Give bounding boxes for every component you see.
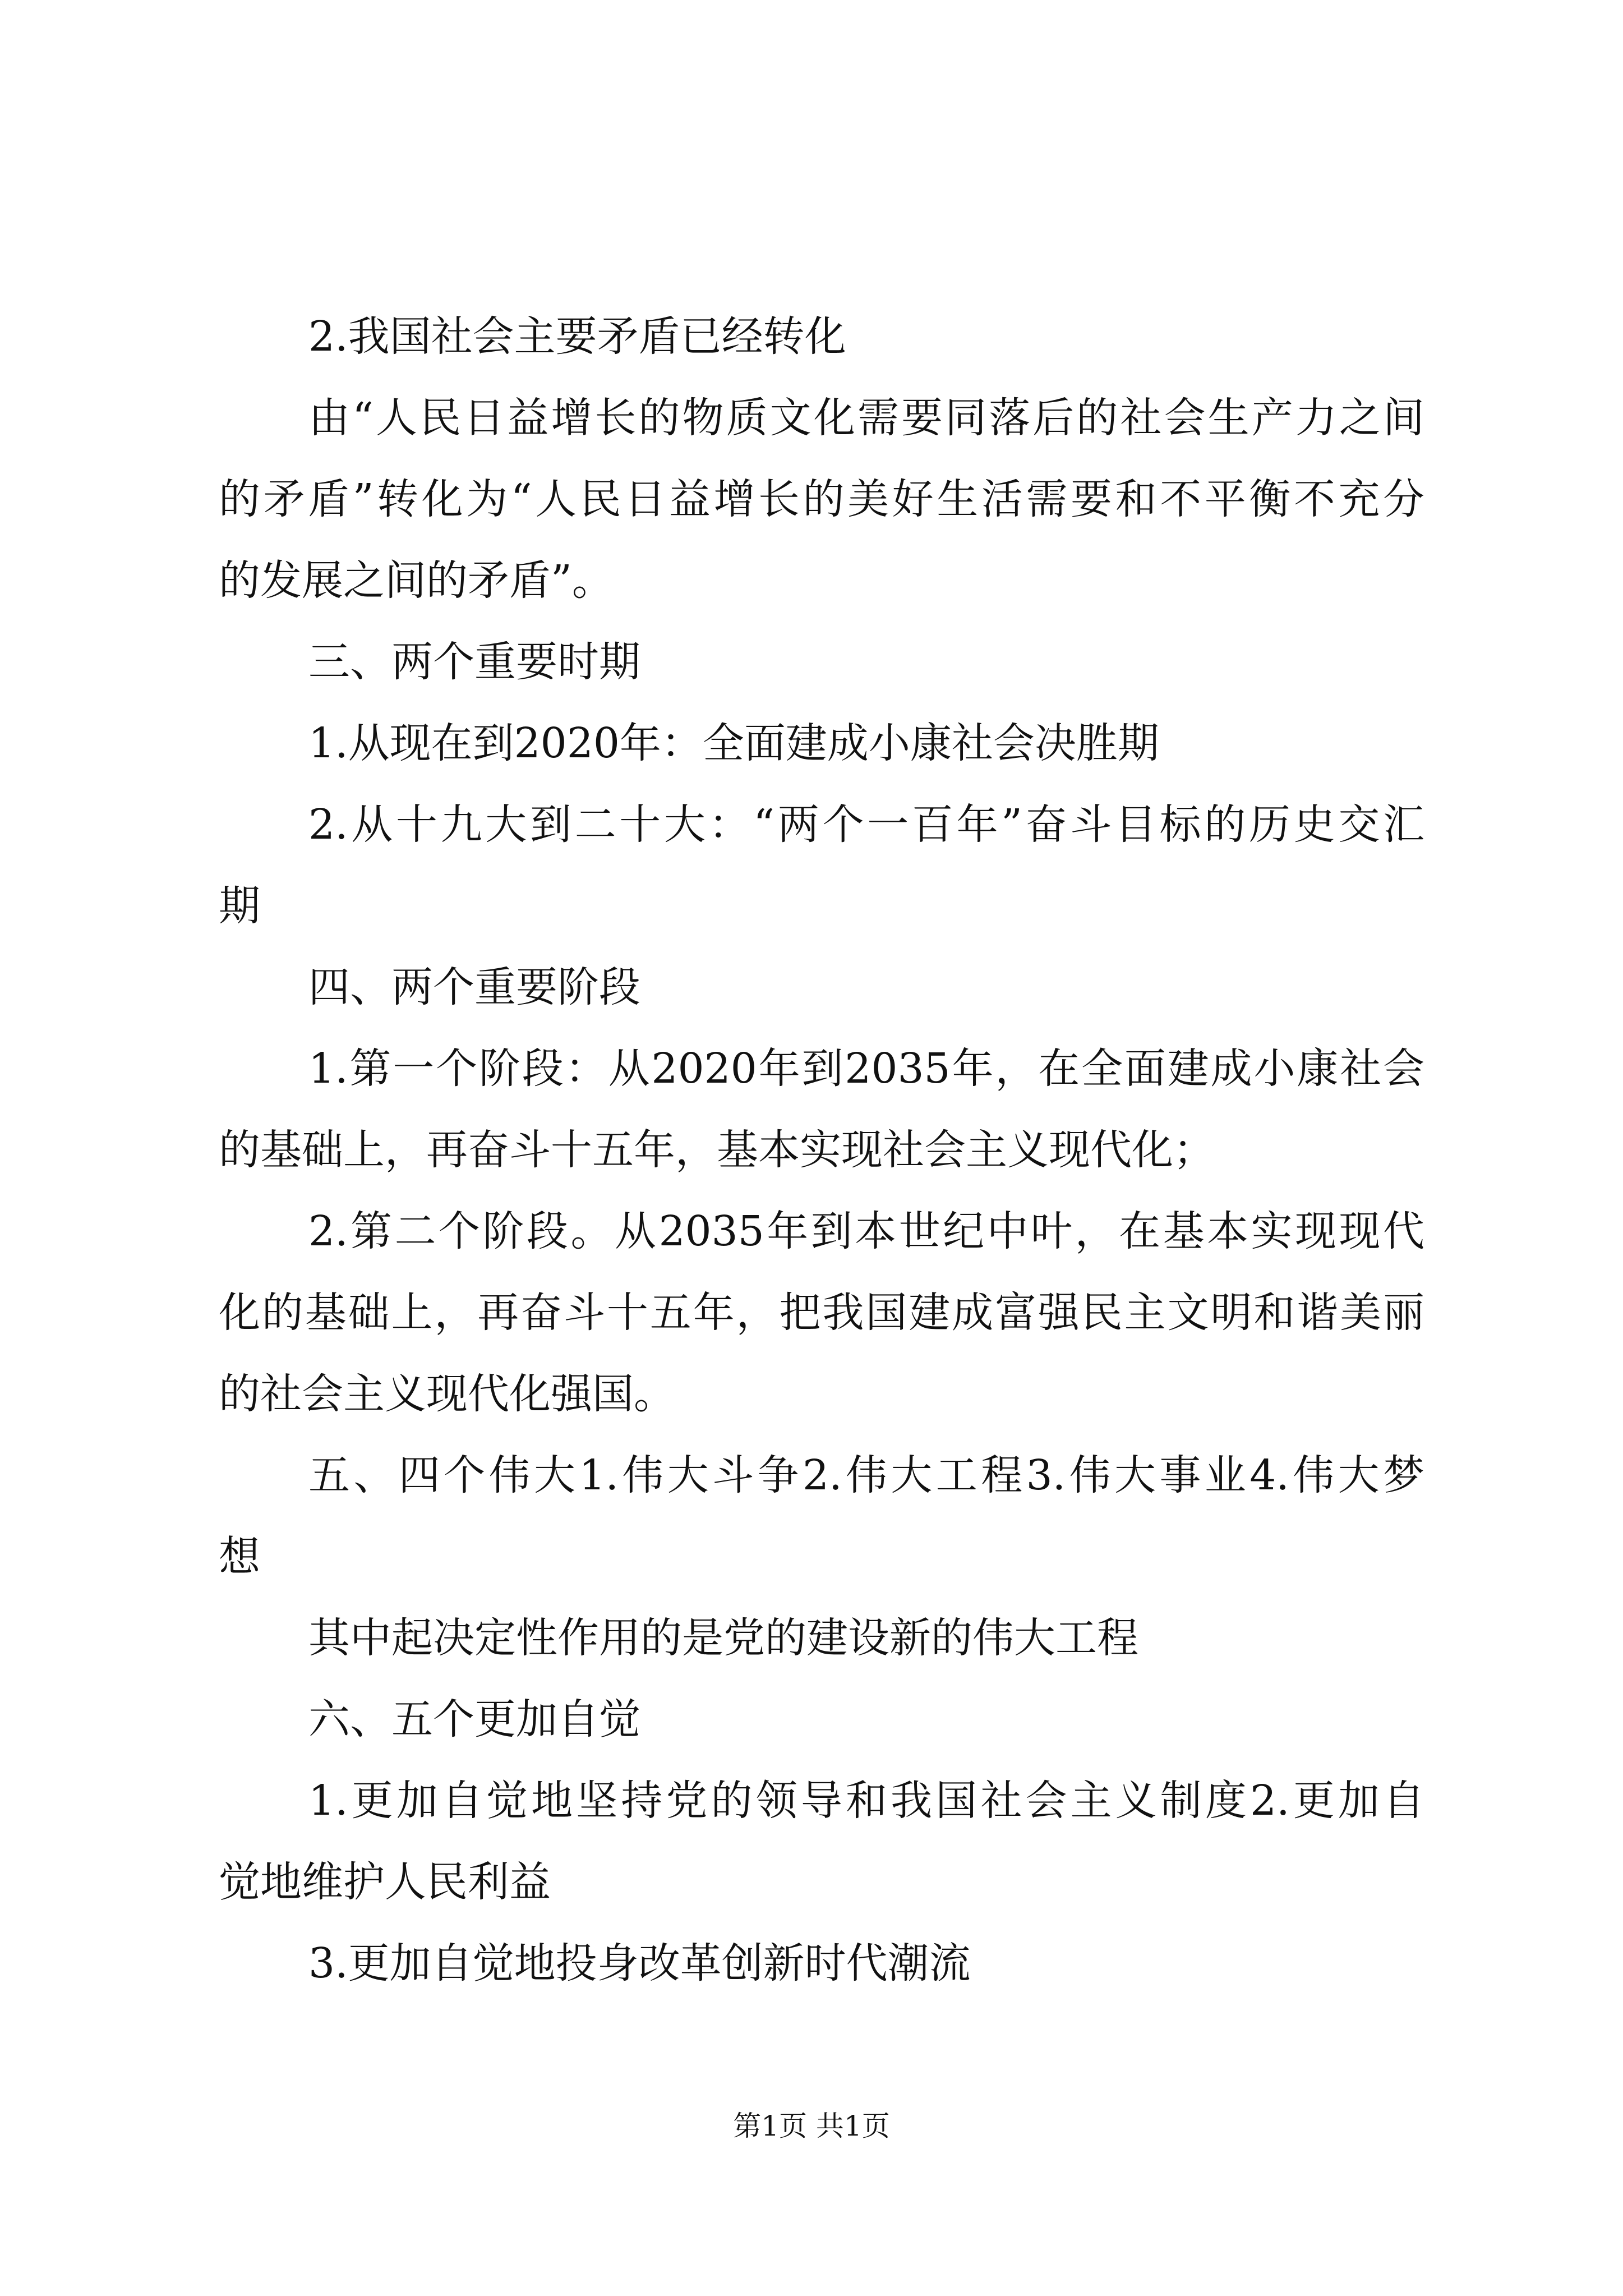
body-line: 由“人民日益增长的物质文化需要同落后的社会生产力之间 bbox=[308, 394, 1424, 442]
body-line: 的矛盾”转化为“人民日益增长的美好生活需要和不平衡不充分 bbox=[219, 475, 1424, 523]
list-item-line: 2.从十九大到二十大：“两个一百年”奋斗目标的历史交汇 bbox=[308, 800, 1424, 849]
list-item-line: 1.更加自觉地坚持党的领导和我国社会主义制度2.更加自 bbox=[308, 1777, 1424, 1825]
section-heading: 三、两个重要时期 bbox=[308, 638, 640, 686]
body-line: 的发展之间的矛盾”。 bbox=[219, 556, 614, 605]
list-item-line: 1.第一个阶段：从2020年到2035年，在全面建成小康社会 bbox=[308, 1045, 1424, 1093]
body-line: 的社会主义现代化强国。 bbox=[219, 1370, 675, 1418]
section-heading: 六、五个更加自觉 bbox=[308, 1695, 640, 1743]
page-footer: 第1页 共1页 bbox=[733, 2110, 890, 2142]
list-item-line: 3.更加自觉地投身改革创新时代潮流 bbox=[308, 1939, 971, 1987]
section-heading: 五、四个伟大1.伟大斗争2.伟大工程3.伟大事业4.伟大梦 bbox=[308, 1451, 1424, 1499]
body-line: 想 bbox=[219, 1533, 260, 1581]
body-line: 的基础上，再奋斗十五年，基本实现社会主义现代化； bbox=[219, 1126, 1215, 1174]
body-line: 其中起决定性作用的是党的建设新的伟大工程 bbox=[308, 1614, 1138, 1662]
list-item-line: 2.第二个阶段。从2035年到本世纪中叶，在基本实现现代 bbox=[308, 1207, 1424, 1255]
section-heading: 四、两个重要阶段 bbox=[308, 963, 640, 1011]
list-item-line: 1.从现在到2020年：全面建成小康社会决胜期 bbox=[308, 719, 1159, 767]
body-line: 期 bbox=[219, 882, 260, 930]
list-item-line: 2.我国社会主要矛盾已经转化 bbox=[308, 312, 846, 361]
body-line: 化的基础上，再奋斗十五年，把我国建成富强民主文明和谐美丽 bbox=[219, 1289, 1424, 1337]
body-line: 觉地维护人民利益 bbox=[219, 1858, 551, 1906]
